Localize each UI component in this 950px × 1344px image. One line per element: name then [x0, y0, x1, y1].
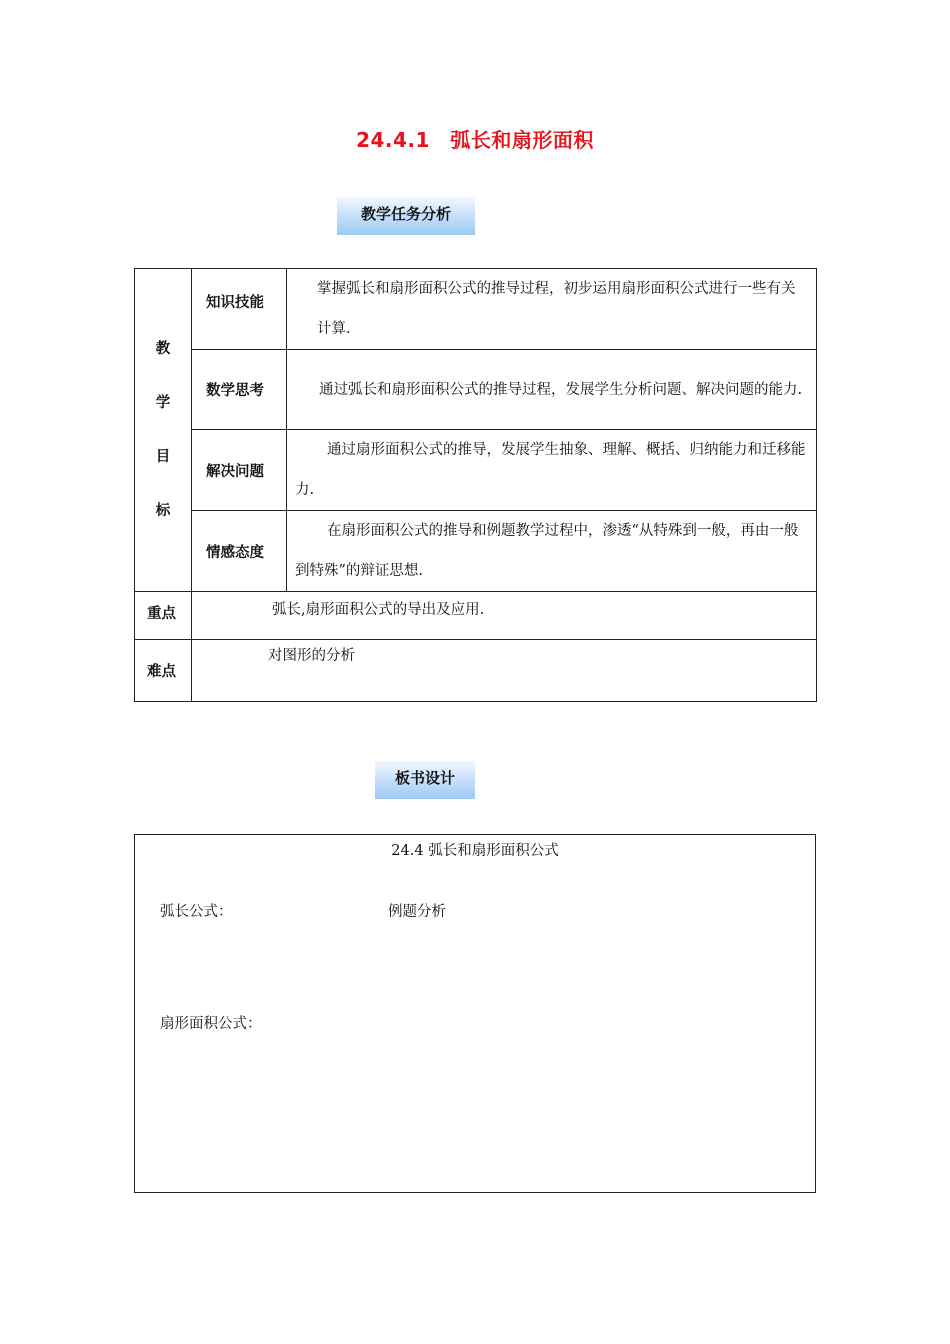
difficulty-text: 对图形的分析 — [192, 640, 817, 702]
goals-label-char: 学 — [155, 395, 171, 411]
board-design-box — [134, 834, 816, 1193]
goal-text: 在扇形面积公式的推导和例题教学过程中，渗透“从特殊到一般，再由一般到特殊”的辩证思想. — [295, 523, 799, 579]
goal-text: 通过扇形面积公式的推导，发展学生抽象、理解、概括、归纳能力和迁移能力. — [295, 442, 806, 498]
arc-length-formula-label: 弧长公式： — [160, 904, 233, 920]
key-point-label: 重点 — [135, 592, 192, 640]
table-row — [135, 269, 817, 350]
table-row — [135, 350, 817, 430]
goals-label-char: 目 — [155, 449, 171, 465]
sector-area-formula-label: 扇形面积公式： — [160, 1016, 262, 1032]
goal-label-problem-solving: 解决问题 — [192, 430, 287, 511]
table-row — [135, 592, 817, 640]
teaching-goals-table — [134, 268, 817, 702]
key-point-text: 弧长,扇形面积公式的导出及应用. — [192, 592, 817, 640]
goals-label-char: 教 — [155, 341, 171, 357]
page-title: 24.4.1 弧长和扇形面积 — [356, 128, 594, 152]
goal-text-knowledge — [287, 269, 817, 350]
goal-label-attitude: 情感态度 — [192, 511, 287, 592]
goal-label-knowledge: 知识技能 — [192, 269, 287, 350]
section-heading-task-analysis: 教学任务分析 — [337, 197, 475, 235]
goals-vertical-label — [135, 269, 192, 592]
section-heading-board-design: 板书设计 — [375, 761, 475, 799]
goal-text: 通过弧长和扇形面积公式的推导过程，发展学生分析问题、解决问题的能力. — [319, 381, 803, 398]
table-row — [135, 430, 817, 511]
goal-text-attitude — [287, 511, 817, 592]
table-row — [135, 511, 817, 592]
goal-text-thinking — [287, 350, 817, 430]
difficulty-label: 难点 — [135, 640, 192, 702]
board-heading: 24.4 弧长和扇形面积公式 — [391, 843, 559, 859]
goal-label-thinking: 数学思考 — [192, 350, 287, 430]
example-analysis-label: 例题分析 — [388, 904, 446, 920]
goal-text-problem-solving — [287, 430, 817, 511]
goals-label-char: 标 — [155, 503, 171, 519]
goal-text: 掌握弧长和扇形面积公式的推导过程，初步运用扇形面积公式进行一些有关计算. — [317, 281, 796, 337]
table-row — [135, 640, 817, 702]
